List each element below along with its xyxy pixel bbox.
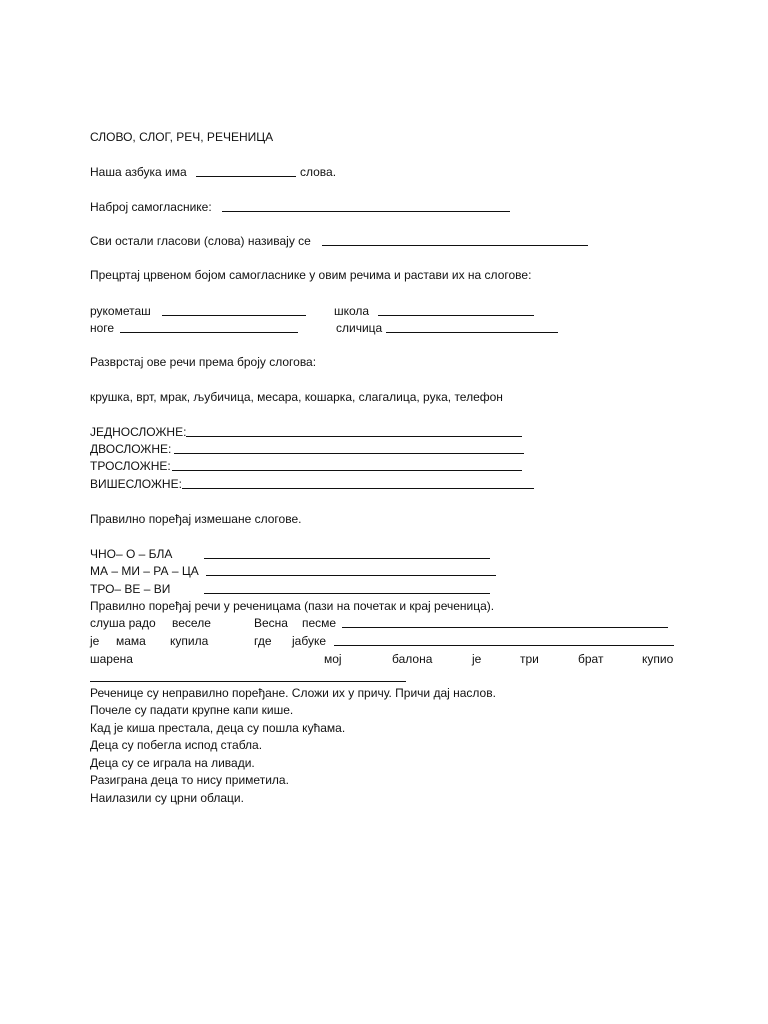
scrambled-word: купила [170, 634, 209, 648]
story-sentence: Разиграна деца то нису приметила. [90, 773, 289, 787]
scrambled-word: је [90, 634, 100, 648]
scrambled-word: слуша радо [90, 616, 156, 630]
scrambled-word: брат [578, 652, 604, 666]
scrambled-word: јабуке [292, 634, 327, 648]
story-instruction: Реченице су неправилно поређане. Сложи их у причу. Причи дај наслов. [90, 686, 496, 700]
classify-wordlist: крушка, врт, мрак, љубичица, месара, кошарка, слагалица, рука, телефон [90, 390, 503, 404]
category-label: ТРОСЛОЖНЕ: [90, 459, 171, 473]
consonants-question-label: Сви остали гласови (слова) називају се [90, 234, 311, 248]
category-label: ДВОСЛОЖНЕ: [90, 442, 172, 456]
scrambled-word: мој [324, 652, 342, 666]
category-answer-blank[interactable] [186, 436, 522, 437]
story-sentence: Деца су побегла испод стабла. [90, 738, 263, 752]
alphabet-count-blank[interactable] [196, 176, 296, 177]
scrambled-syllables-instruction: Правилно поређај измешане слогове. [90, 512, 302, 526]
scrambled-word: купио [642, 652, 674, 666]
alphabet-question-suffix: слова. [300, 165, 337, 179]
story-sentence: Почеле су падати крупне капи кише. [90, 703, 294, 717]
category-answer-blank[interactable] [182, 488, 534, 489]
syllables-instruction: Прецртај црвеном бојом самогласнике у овим речима и растави их на слогове: [90, 268, 532, 282]
syllable-answer-blank[interactable] [386, 332, 558, 333]
sentence-answer-blank[interactable] [342, 627, 668, 628]
category-answer-blank[interactable] [174, 453, 524, 454]
consonants-answer-blank[interactable] [322, 245, 588, 246]
syllable-answer-blank[interactable] [378, 315, 534, 316]
syllable-word: школа [334, 304, 370, 318]
syllable-word: сличица [336, 321, 383, 335]
scrambled-word: три [520, 652, 539, 666]
category-label: ЈЕДНОСЛОЖНЕ: [90, 425, 187, 439]
scrambled-word: песме [302, 616, 337, 630]
story-sentence: Кад је киша престала, деца су пошла кућама. [90, 721, 346, 735]
category-label: ВИШЕСЛОЖНЕ: [90, 477, 182, 491]
scrambled-word: веселе [172, 616, 211, 630]
syllable-answer-blank[interactable] [162, 315, 306, 316]
vowels-question-label: Наброј самогласнике: [90, 200, 212, 214]
story-sentence: Деца су се играла на ливади. [90, 756, 255, 770]
alphabet-question-text: Наша азбука има [90, 165, 187, 179]
scrambled-word: где [254, 634, 272, 648]
scrambled-syllables-item: МА – МИ – РА – ЦА [90, 564, 199, 578]
scrambled-syllables-item: ТРО– ВЕ – ВИ [90, 582, 171, 596]
scrambled-syllables-item: ЧНО– О – БЛА [90, 547, 173, 561]
syllable-answer-blank[interactable] [120, 332, 298, 333]
sentence-order-instruction: Правилно поређај речи у реченицама (пази на почетак и крај реченица). [90, 599, 495, 613]
scrambled-word: балона [392, 652, 433, 666]
scrambled-word: је [472, 652, 482, 666]
scrambled-word: мама [116, 634, 146, 648]
syllable-word: ноге [90, 321, 115, 335]
scrambled-answer-blank[interactable] [204, 593, 490, 594]
vowels-answer-blank[interactable] [222, 211, 510, 212]
classify-instruction: Разврстај ове речи према броју слогова: [90, 355, 317, 369]
scrambled-word: шарена [90, 652, 133, 666]
scrambled-answer-blank[interactable] [206, 575, 496, 576]
scrambled-answer-blank[interactable] [204, 558, 490, 559]
worksheet-title: СЛОВО, СЛОГ, РЕЧ, РЕЧЕНИЦА [90, 130, 274, 144]
category-answer-blank[interactable] [172, 470, 522, 471]
scrambled-word: Весна [254, 616, 288, 630]
sentence-answer-blank[interactable] [334, 645, 674, 646]
syllable-word: рукометаш [90, 304, 151, 318]
sentence-answer-blank[interactable] [90, 681, 406, 682]
story-sentence: Наилазили су црни облаци. [90, 791, 244, 805]
